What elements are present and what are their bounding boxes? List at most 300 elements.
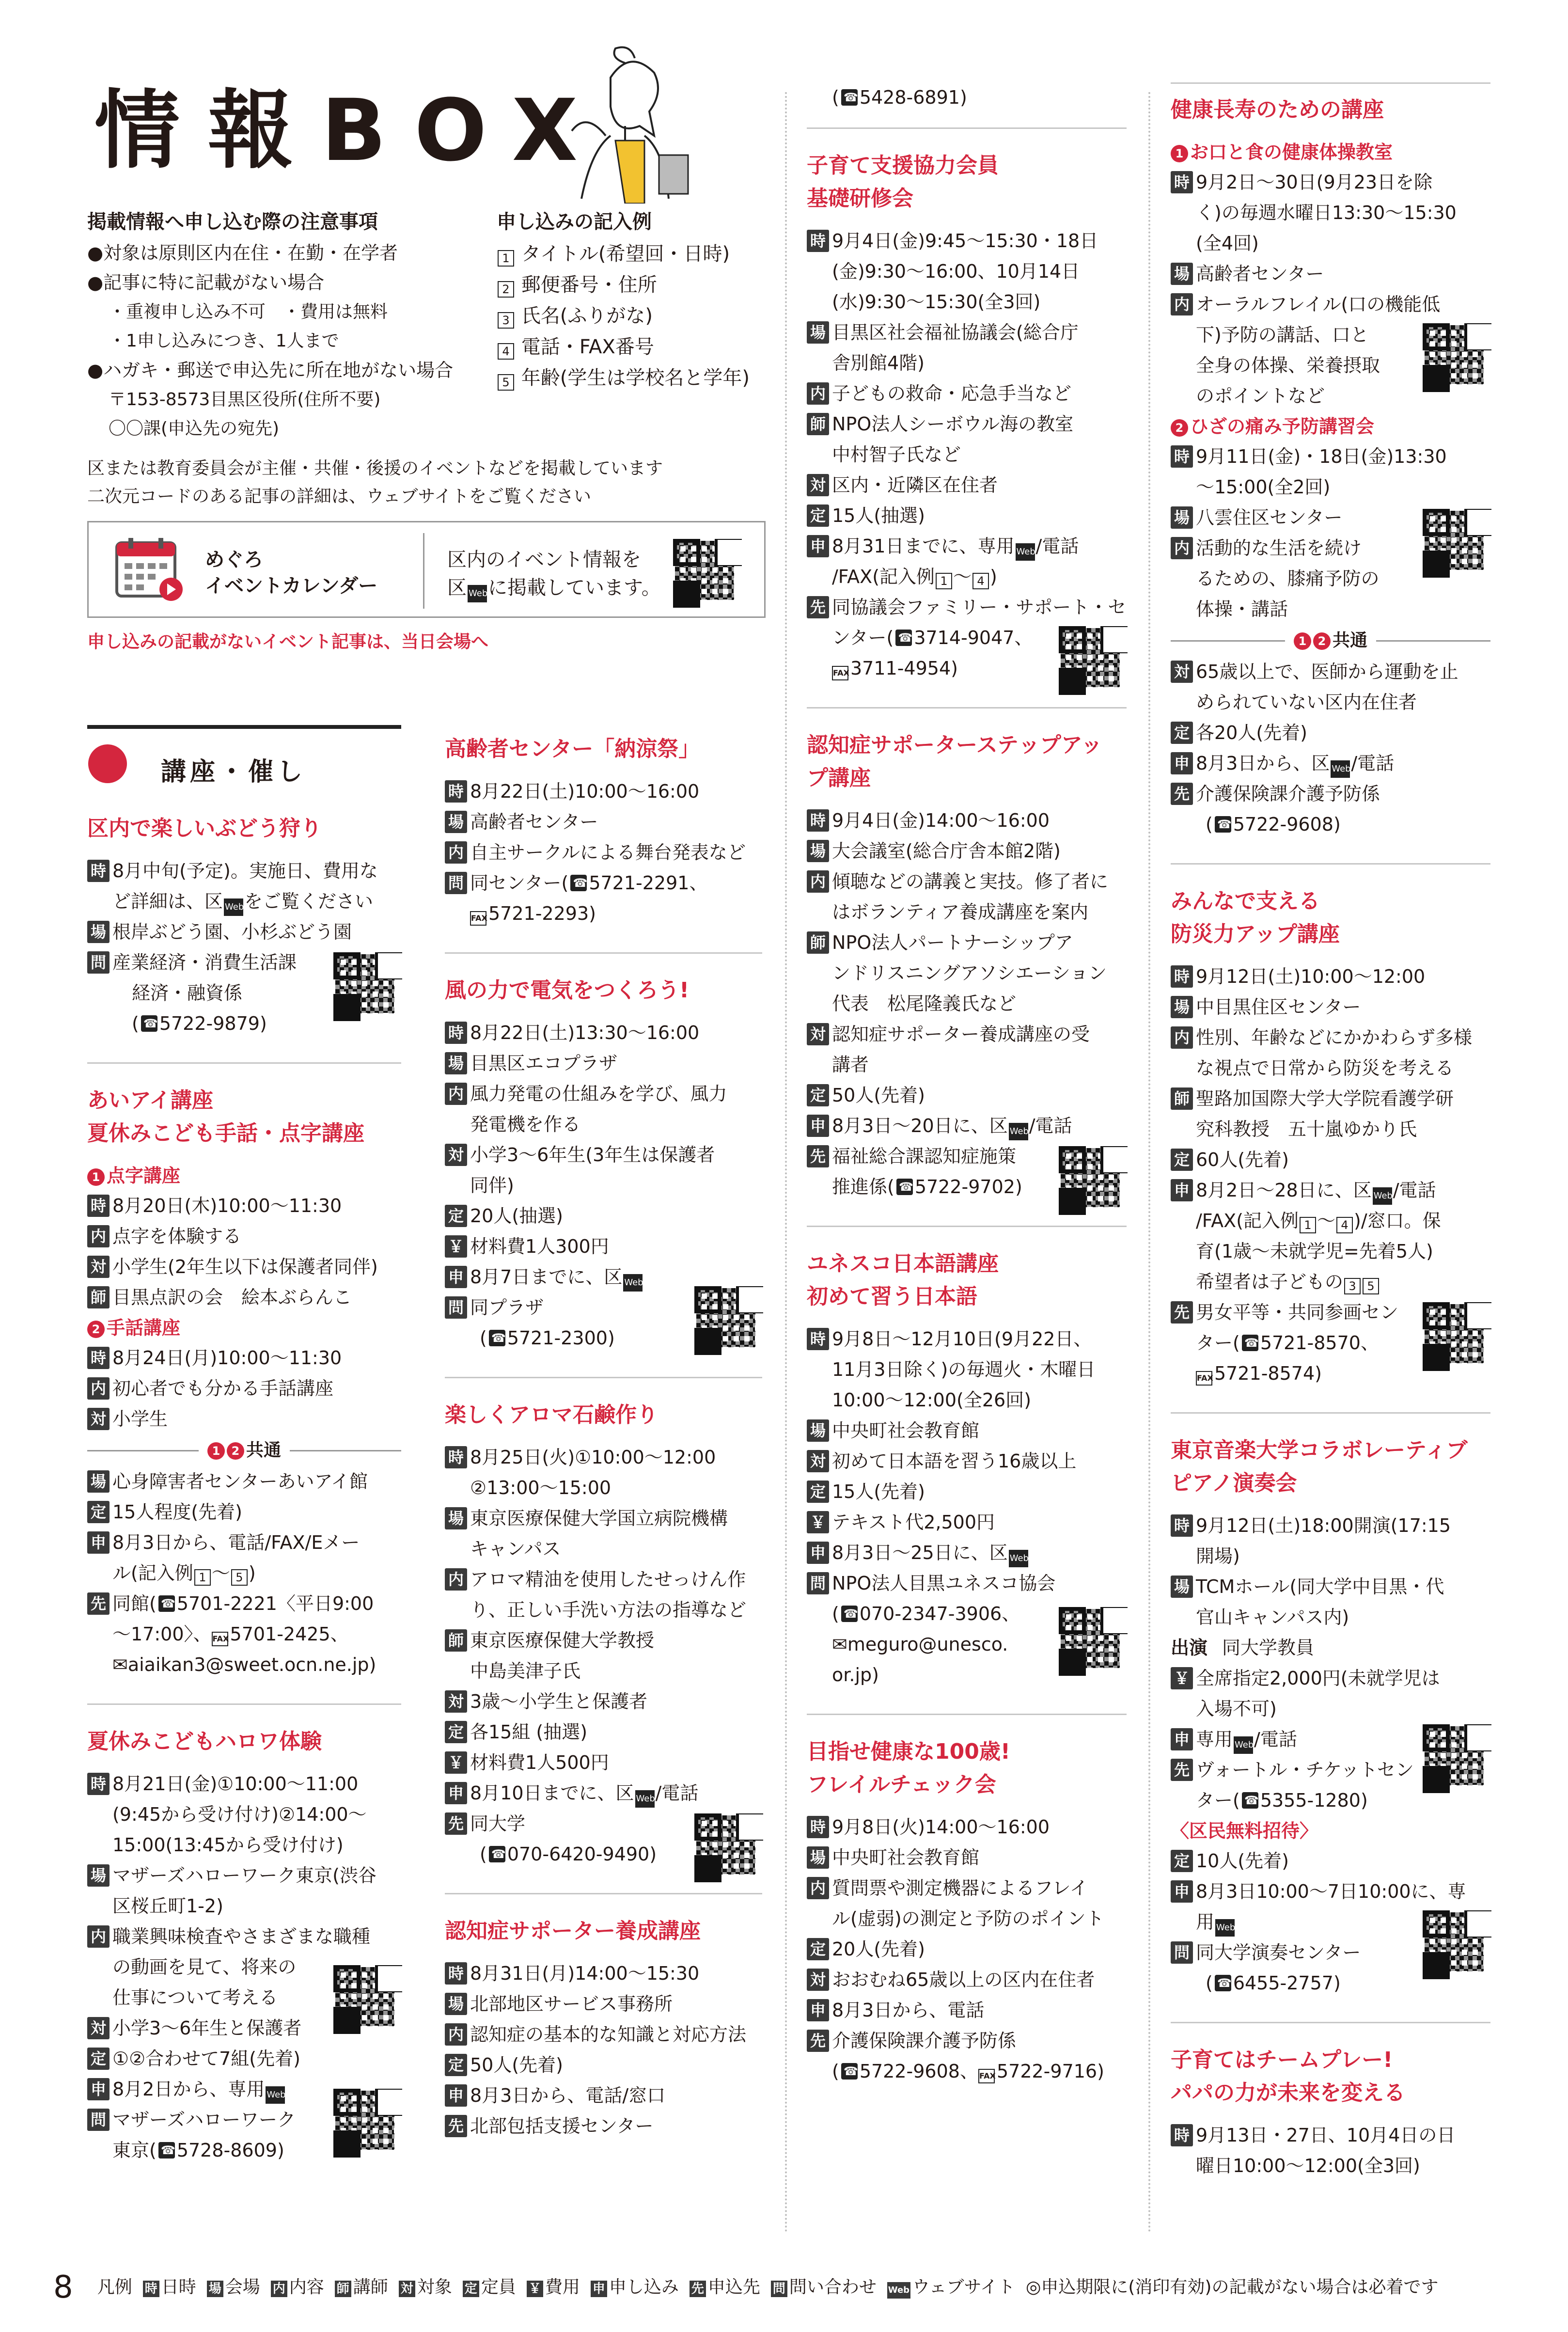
field-label: 場 — [1171, 1576, 1193, 1598]
text — [112, 1221, 401, 1252]
text — [470, 1048, 762, 1079]
number-circle-icon: 2 — [1313, 632, 1331, 650]
text — [1196, 779, 1490, 840]
notice-line: 〇〇課(申込先の宛先) — [109, 419, 280, 439]
info-row — [1171, 1511, 1490, 1572]
text: 推進係( — [832, 1176, 894, 1198]
text: 風力発電の仕組みを学び、風力 — [470, 1083, 727, 1104]
article-title — [1171, 885, 1490, 951]
field-label: 問 — [445, 1296, 467, 1319]
website-icon: Web — [1016, 543, 1035, 561]
text — [611, 62, 658, 136]
text — [1196, 657, 1490, 718]
text: 小学3～6年生と保護者 — [112, 2017, 302, 2039]
text — [832, 1843, 1127, 1873]
text: おおむね65歳以上の区内在住者 — [832, 1969, 1095, 1990]
field-label: 問 — [445, 872, 467, 894]
website-icon: Web — [623, 1274, 643, 1292]
text: 初めて習う日本語 — [807, 1284, 977, 1309]
text: 3714-9047、 — [914, 627, 1033, 648]
text: 専用 — [1196, 1729, 1233, 1750]
text: 東京医療保健大学国立病院機構 — [470, 1508, 728, 1529]
text: 10人(先着) — [1196, 1850, 1289, 1872]
text: 北部包括支援センター — [470, 2115, 654, 2137]
text — [1294, 626, 1367, 656]
text — [112, 2135, 401, 2166]
qr-code[interactable] — [1418, 504, 1490, 577]
text — [1196, 533, 1490, 625]
text — [1196, 1572, 1490, 1633]
info-row — [445, 1231, 762, 1262]
text — [112, 1619, 401, 1650]
example-number-icon: 1 — [498, 250, 514, 267]
text: 20人(先着) — [832, 1938, 925, 1960]
article-title — [1171, 2044, 1490, 2110]
text — [832, 2026, 1127, 2087]
field-label: 申 — [807, 1542, 829, 1564]
info-row — [807, 1995, 1127, 2026]
text — [470, 1292, 762, 1354]
text — [470, 2050, 762, 2080]
text: く)の毎週水曜日13:30～15:30 — [1196, 202, 1457, 223]
text — [1196, 259, 1490, 289]
field-label: 先 — [1171, 1759, 1193, 1781]
info-row — [1171, 1876, 1490, 1938]
field-label: 時 — [1171, 965, 1193, 988]
text: ル(虚弱)の測定と予防のポイント — [832, 1908, 1104, 1929]
text — [470, 1201, 762, 1231]
text: められていない区内在住者 — [1196, 692, 1417, 713]
text: 電話・FAX番号 — [521, 336, 654, 358]
info-row — [1171, 1938, 1490, 1999]
field-label: 先 — [807, 1145, 829, 1167]
text — [125, 584, 132, 590]
text: 同協議会ファミリー・サポート・セ — [832, 597, 1127, 618]
text: 材料費1人300円 — [470, 1236, 609, 1257]
text: 活動的な生活を続け — [1196, 537, 1362, 559]
info-row — [1171, 1846, 1490, 1876]
subheading — [1171, 137, 1490, 167]
field-label: 定 — [1171, 722, 1193, 744]
text: (☎ 5428-6891) — [832, 82, 967, 113]
text: 9月13日・27日、10月4日の日 — [1196, 2125, 1456, 2146]
field-label: 場 — [807, 1846, 829, 1869]
text — [690, 2273, 760, 2302]
info-row — [445, 2080, 762, 2111]
info-row — [807, 2026, 1127, 2087]
text: ②13:00～15:00 — [470, 1477, 612, 1498]
text: 代表 松尾隆義氏など — [832, 993, 1017, 1014]
article-sign-braille — [87, 1062, 401, 1680]
info-row — [1171, 259, 1490, 289]
text: /電話 — [1035, 536, 1079, 557]
field-label: 場 — [1171, 263, 1193, 285]
text: るための、膝痛予防の — [1196, 568, 1380, 589]
text — [125, 563, 132, 569]
text: 育(1歳～未就学児=先着5人) — [1196, 1241, 1433, 1262]
info-row — [807, 1812, 1127, 1843]
text: 中島美津子氏 — [470, 1660, 581, 1682]
article-title — [807, 1247, 1127, 1313]
text: 対象 — [417, 2277, 452, 2297]
text: 50人(先着) — [832, 1085, 925, 1106]
field-label: 内 — [1171, 537, 1193, 559]
qr-code[interactable] — [668, 534, 741, 607]
text: 8月2日～28日に、区 — [1196, 1180, 1372, 1201]
text — [832, 592, 1127, 684]
text — [158, 538, 163, 549]
field-label: ￥ — [807, 1511, 829, 1533]
info-row — [445, 1262, 762, 1292]
text: 氏名(ふりがな) — [521, 305, 653, 327]
text: 9月11日(金)・18日(金)13:30 — [1196, 446, 1447, 467]
qr-code[interactable] — [1418, 318, 1490, 391]
info-row — [807, 867, 1127, 928]
article-wind-power — [445, 952, 762, 1354]
number-circle-icon: 1 — [1294, 632, 1311, 650]
text — [112, 2105, 401, 2166]
text — [207, 2273, 260, 2302]
phone-icon — [489, 1846, 505, 1862]
text: 東京音楽大学コラボレーティブ — [1171, 1438, 1468, 1463]
info-row — [445, 1686, 762, 1717]
text — [112, 1860, 401, 1922]
text: 郵便番号・住所 — [521, 274, 657, 296]
field-label: 内 — [87, 1225, 110, 1247]
text: 3711-4954) — [850, 658, 958, 679]
text: NPO法人目黒ユネスコ協会 — [832, 1573, 1056, 1594]
example-item — [497, 331, 768, 362]
text: ター( — [1196, 1332, 1240, 1354]
text: 5721-8570、 — [1260, 1332, 1379, 1354]
text: 舎別館4階) — [832, 352, 925, 374]
text: 官山キャンパス内) — [1196, 1607, 1349, 1628]
phone-icon — [841, 1606, 858, 1622]
text: 手話講座 — [107, 1317, 181, 1339]
info-row — [807, 1446, 1127, 1477]
article-title — [807, 1735, 1127, 1801]
article-childcare-support — [807, 127, 1127, 684]
text — [112, 2044, 401, 2074]
example-number-icon: 3 — [1344, 1278, 1361, 1294]
text: 6455-2757) — [1233, 1972, 1341, 1994]
text: な視点で日常から防災を考える — [1196, 1057, 1454, 1079]
text: 北部地区サービス事務所 — [470, 1993, 673, 2015]
field-label: 内 — [445, 1568, 467, 1591]
notice-line: ・1申し込みにつき、1人まで — [109, 331, 339, 351]
text — [470, 1442, 762, 1503]
text: 時 — [143, 2281, 159, 2297]
notice-line: ●対象は原則区内在住・在勤・在学者 — [87, 242, 398, 264]
text: 専用 Web/電話 — [1196, 1724, 1490, 1755]
text — [527, 2273, 580, 2302]
text: 5722-9879) — [159, 1013, 267, 1034]
text: 中村智子氏など — [832, 444, 961, 465]
text — [832, 1538, 1127, 1568]
text — [832, 1477, 1127, 1507]
qr-code[interactable] — [1054, 621, 1127, 694]
text — [1196, 1206, 1490, 1236]
text: /電話 — [1393, 1180, 1436, 1201]
text: めぐろ — [205, 549, 263, 571]
text — [832, 501, 1127, 531]
number-circle-icon: 1 — [207, 1442, 225, 1460]
text — [470, 1778, 762, 1809]
text — [128, 538, 133, 549]
field-label: 時 — [445, 1962, 467, 1985]
example-item — [497, 300, 768, 331]
text: 男女平等・共同参画セン — [1196, 1302, 1399, 1323]
text: ウェブサイト — [912, 2277, 1015, 2297]
text: 同大学 — [470, 1813, 526, 1834]
text: 夏休みこども手話・点字講座 — [87, 1121, 364, 1146]
text: 070-2347-3906、 — [859, 1603, 1020, 1624]
field-label: 師 — [807, 413, 829, 435]
woman-illustration — [552, 44, 707, 204]
text: 同プラザ — [470, 1297, 544, 1318]
text: 仕事について考える — [112, 1987, 278, 2008]
field-label: 対 — [87, 1408, 110, 1430]
phone-icon — [570, 875, 587, 891]
text — [1196, 1724, 1490, 1755]
text: /電話 — [1029, 1115, 1072, 1136]
field-label: 師 — [1171, 1087, 1193, 1110]
article-title: 健康長寿のための講座 — [1171, 97, 1384, 122]
example-number-icon: 4 — [1336, 1217, 1353, 1233]
text: キャンパス — [470, 1538, 561, 1560]
text: 中央町社会教育館 — [832, 1847, 980, 1868]
article-hellowork — [87, 1703, 401, 2166]
article-dementia-supporter — [445, 1893, 762, 2142]
info-row — [807, 1111, 1127, 1141]
text: 防災力アップ講座 — [1171, 922, 1340, 946]
info-row — [807, 836, 1127, 867]
info-row — [445, 1989, 762, 2019]
text: マザーズハローワーク東京(渋谷 — [112, 1865, 376, 1886]
field-label: 申 — [1171, 1179, 1193, 1201]
text — [470, 807, 762, 837]
text: NPO法人パートナーシップア — [832, 932, 1073, 953]
text: 基礎研修会 — [807, 186, 913, 211]
info-row — [445, 1717, 762, 1748]
text: 区桜丘町1-2) — [112, 1895, 223, 1917]
text: 高齢者センター — [470, 811, 598, 833]
text — [470, 868, 762, 929]
info-row — [445, 1201, 762, 1231]
text: 各20人(先着) — [1196, 722, 1308, 743]
text: 目黒区社会福祉協議会(総合庁 — [832, 322, 1079, 343]
website-icon: Web — [266, 2086, 285, 2104]
text — [1196, 1267, 1490, 1297]
subheading — [1171, 411, 1490, 441]
event-calendar-banner[interactable] — [87, 521, 766, 618]
text — [470, 1079, 762, 1140]
text — [1196, 1938, 1490, 1999]
article-title — [87, 1084, 401, 1150]
article-title — [807, 149, 1127, 215]
text — [832, 1111, 1127, 1141]
text — [1196, 748, 1490, 779]
field-label: 申 — [445, 1266, 467, 1288]
column-divider — [785, 92, 787, 2234]
text: タイトル(希望回・日時) — [521, 243, 730, 265]
text — [1196, 992, 1490, 1023]
text — [1196, 1663, 1490, 1724]
text: 15人(先着) — [832, 1481, 925, 1502]
info-row — [807, 1416, 1127, 1446]
text: (全4回) — [1196, 233, 1259, 254]
field-label: 時 — [445, 780, 467, 803]
field-label: 師 — [87, 1286, 110, 1308]
text: )/窓口。保 — [1354, 1210, 1441, 1231]
text: 問い合わせ — [789, 2277, 877, 2297]
text — [470, 1564, 762, 1625]
legend-label: 凡例 — [97, 2277, 132, 2297]
text — [832, 1568, 1127, 1690]
field-label: 対 — [807, 1969, 829, 1991]
text: (☎ 5721-2300) — [470, 1323, 762, 1354]
text — [470, 1018, 762, 1048]
footer-note: ◎申込期限に(消印有効)の記載がない場合は必着です — [1025, 2277, 1439, 2297]
text: ～ — [1317, 1210, 1336, 1231]
field-label: 申 — [807, 535, 829, 557]
text — [112, 1589, 401, 1619]
field-label: 場 — [445, 1052, 467, 1074]
qr-code[interactable] — [329, 947, 401, 1020]
text: 出演 — [1171, 1637, 1208, 1658]
info-row — [1171, 1023, 1490, 1084]
info-row — [445, 1079, 762, 1140]
text — [832, 1873, 1127, 1934]
text: 認知症サポーターステップアッ — [807, 733, 1102, 757]
field-label: 時 — [445, 1446, 467, 1468]
text: 小学生 — [112, 1408, 168, 1430]
info-row — [445, 1748, 762, 1778]
text: フレイルチェック会 — [807, 1772, 996, 1797]
text: /FAX(記入例 — [832, 566, 935, 587]
info-row — [807, 1324, 1127, 1416]
info-row — [445, 1625, 762, 1686]
text: ～ — [953, 566, 972, 587]
info-row — [87, 947, 401, 1039]
info-row — [1171, 1755, 1490, 1816]
field-label: ￥ — [445, 1751, 467, 1774]
field-label: 時 — [445, 1022, 467, 1044]
calendar-icon — [114, 536, 187, 602]
info-row — [87, 1466, 401, 1497]
text — [470, 898, 762, 929]
info-row — [1171, 441, 1490, 503]
qr-code[interactable] — [1054, 1602, 1127, 1675]
text: 介護保険課介護予防係 — [1196, 783, 1380, 804]
text: 同大学演奏センター — [1196, 1942, 1361, 1963]
text — [832, 1141, 1127, 1202]
text: 自主サークルによる舞台発表など — [470, 842, 746, 863]
text — [112, 1589, 401, 1680]
text: ( — [832, 1603, 839, 1624]
text: (☎ 6455-2757) — [1196, 1968, 1490, 1999]
text: ヴォートル・チケットセン — [1196, 1759, 1414, 1781]
text — [112, 1922, 401, 2013]
fax-icon: FAX — [470, 911, 486, 926]
info-row — [1171, 961, 1490, 992]
sponsor-note — [87, 455, 663, 511]
text — [1196, 1175, 1490, 1206]
text — [1196, 961, 1490, 992]
example-number-icon: 3 — [498, 312, 514, 329]
text: 先 — [690, 2281, 706, 2297]
text — [112, 1191, 401, 1221]
info-row — [87, 917, 401, 947]
article-frailty-check — [807, 1714, 1127, 2087]
info-row — [807, 317, 1127, 378]
text — [1196, 1846, 1490, 1876]
text: のポイントなど — [1196, 385, 1325, 407]
fax-icon: FAX — [832, 666, 848, 680]
text: 講師 — [353, 2277, 388, 2297]
website-icon: Web — [468, 585, 487, 602]
example-number-icon: 1 — [194, 1569, 211, 1586]
text — [832, 1416, 1127, 1446]
text: みんなで支える — [1171, 889, 1320, 914]
info-row — [807, 1477, 1127, 1507]
notice-heading: 掲載情報へ申し込む際の注意事項 — [87, 211, 378, 233]
text: オーラルフレイル(口の機能低 — [1196, 294, 1441, 315]
info-row — [87, 1373, 401, 1404]
text: 同伴) — [470, 1175, 514, 1196]
text — [148, 574, 156, 580]
article-dementia-step-up — [807, 707, 1127, 1202]
notice-line: 〒153-8573目黒区役所(住所不要) — [109, 390, 381, 410]
text: 5428-6891) — [859, 87, 967, 108]
text: マザーズハローワーク — [112, 2109, 296, 2130]
text: 同センター( — [470, 872, 569, 894]
info-row — [445, 1018, 762, 1048]
website-icon: Web — [224, 898, 243, 916]
field-label: 場 — [1171, 506, 1193, 529]
qr-code[interactable] — [1054, 1141, 1127, 1214]
text — [159, 563, 167, 569]
phone-icon — [1242, 1792, 1258, 1809]
text — [136, 563, 144, 569]
text — [832, 1324, 1127, 1416]
article-disaster-prevention — [1171, 863, 1490, 1389]
text: 9月2日～30日(9月23日を除 — [1196, 172, 1433, 193]
text: ユネスコ日本語講座 — [807, 1251, 999, 1276]
text: ✉meguro@unesco. — [832, 1634, 1008, 1655]
article-aroma-soap — [445, 1377, 762, 1870]
text: 定 — [463, 2281, 479, 2297]
text — [148, 563, 156, 569]
text: 職業興味検査やさまざまな職種 — [112, 1926, 371, 1947]
text — [112, 1282, 401, 1313]
text — [1196, 1145, 1490, 1175]
field-label: 場 — [87, 1864, 110, 1887]
text: ✉aiaikan3@sweet.ocn.ne.jp) — [112, 1654, 376, 1675]
text: 全身の体操、栄養摂取 — [1196, 355, 1380, 376]
field-label: 先 — [807, 2030, 829, 2052]
text — [136, 584, 144, 590]
qr-code[interactable] — [1418, 1297, 1490, 1370]
text: 目指せ健康な100歳! — [807, 1739, 1010, 1764]
info-row — [87, 2013, 401, 2044]
text: 対 — [399, 2281, 415, 2297]
qr-code[interactable] — [690, 1809, 762, 1881]
field-label: 定 — [445, 1205, 467, 1227]
info-row — [807, 1019, 1127, 1080]
number-circle-icon: 1 — [87, 1168, 105, 1186]
text: 質問票や測定機器によるフレイ — [832, 1877, 1088, 1899]
